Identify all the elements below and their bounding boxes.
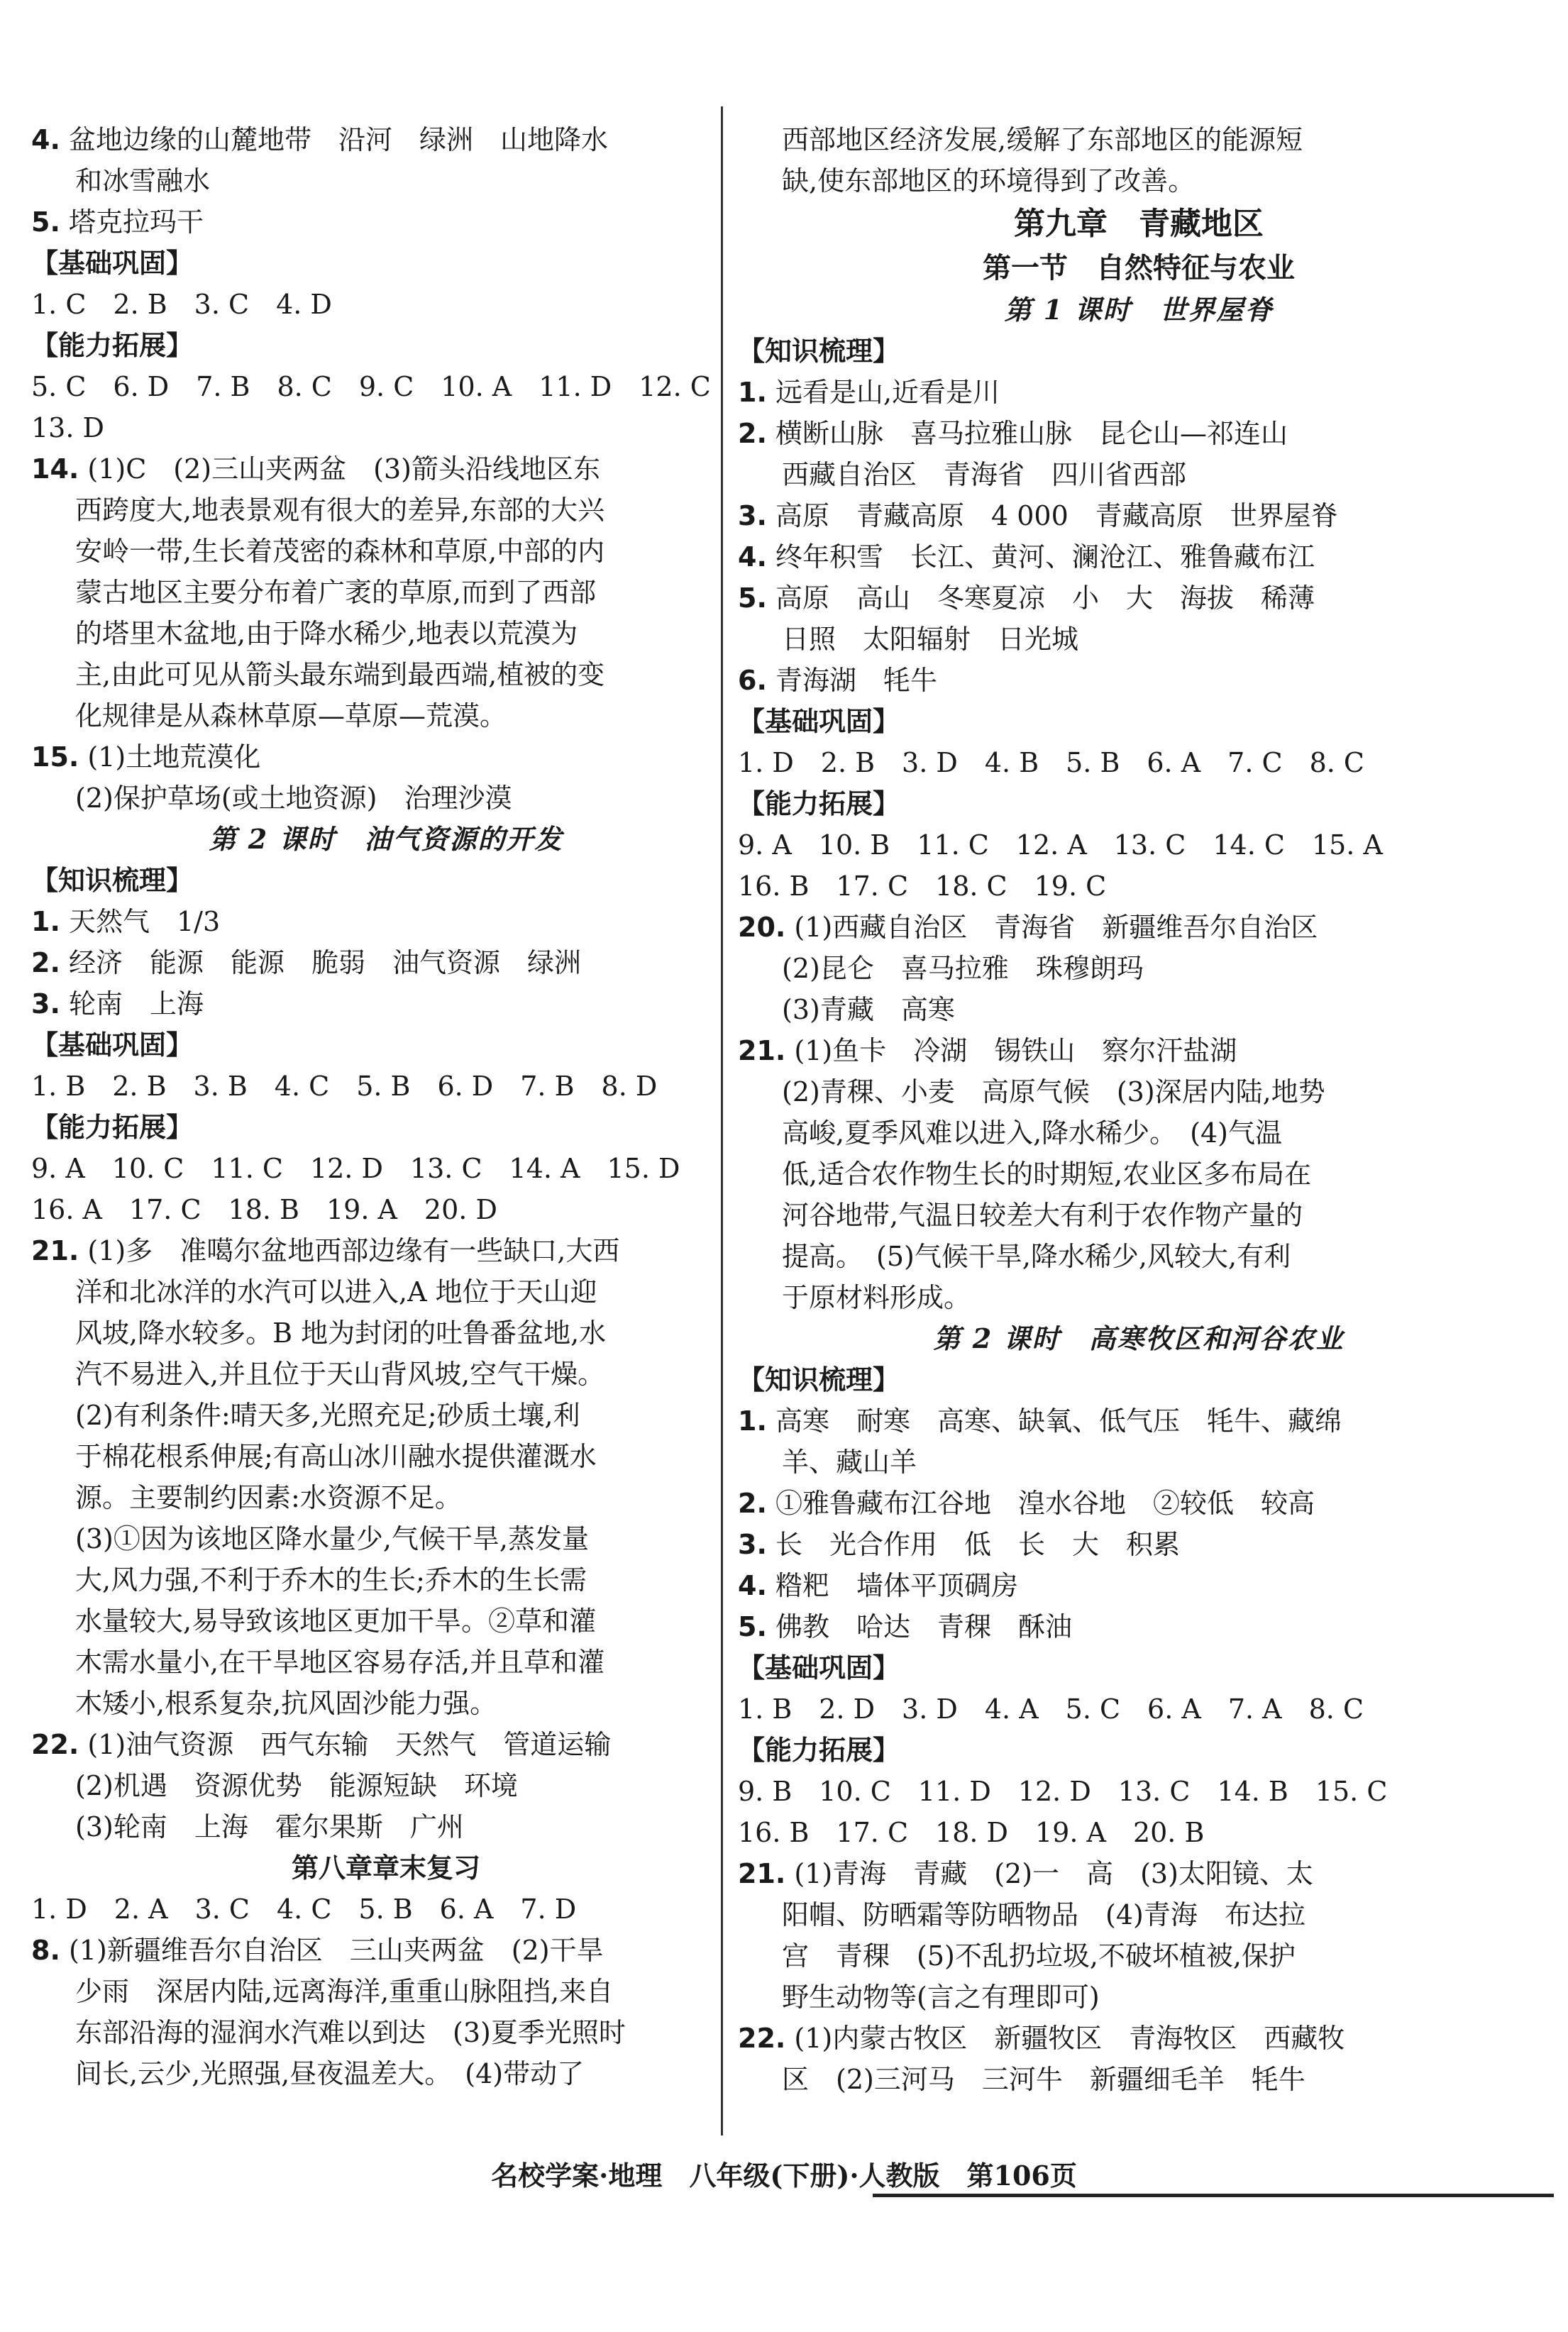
answer-line: [31, 1889, 741, 1930]
answer-text: 高寒 耐寒 高寒、缺氧、低气压 牦牛、藏绵: [766, 1405, 1342, 1437]
answer-line: [31, 572, 741, 613]
answer-text: (1)青海 青藏 (2)一 高 (3)太阳镜、太: [785, 1858, 1313, 1889]
answer-text: 轮南 上海: [60, 988, 204, 1019]
answer-text: (1)多 准噶尔盆地西部边缘有一些缺口,大西: [79, 1235, 620, 1266]
answer-text: (1)C (2)三山夹两盆 (3)箭头沿线地区东: [79, 453, 600, 485]
answer-line: [31, 1148, 741, 1189]
answer-text: (1)油气资源 西气东输 天然气 管道运输: [79, 1729, 612, 1760]
answer-line: [31, 1395, 741, 1436]
answer-text: 远看是山,近看是川: [766, 377, 1000, 408]
answer-line: [31, 201, 741, 243]
answer-line: [738, 578, 1540, 619]
answer-text: 高原 青藏高原 4 000 青藏高原 世界屋脊: [766, 500, 1338, 531]
answer-text: 1. D 2. A 3. C 4. C 5. B 6. A 7. D: [31, 1894, 577, 1925]
answer-text: 西部地区经济发展,缓解了东部地区的能源短: [782, 124, 1303, 155]
question-number: 22.: [738, 2023, 786, 2054]
answer-text: (1)新疆维吾尔自治区 三山夹两盆 (2)干旱: [60, 1935, 604, 1966]
answer-line: [31, 1724, 741, 1765]
section-label: 【基础巩固】: [738, 706, 900, 737]
answer-text: 蒙古地区主要分布着广袤的草原,而到了西部: [75, 577, 597, 608]
answer-text: 高原 高山 冬寒夏凉 小 大 海拔 稀薄: [766, 582, 1315, 614]
answer-line: [738, 1894, 1540, 1935]
answer-line: [738, 413, 1540, 454]
answer-text: (2)保护草场(或土地资源) 治理沙漠: [75, 783, 512, 814]
question-number: 5.: [31, 206, 60, 238]
answer-text: 9. A 10. C 11. C 12. D 13. C 14. A 15. D: [31, 1153, 680, 1184]
answer-line: [31, 1559, 741, 1601]
answer-line: [738, 1112, 1540, 1154]
answer-text: 提高。 (5)气候干旱,降水稀少,风较大,有利: [782, 1241, 1291, 1272]
answer-line: [31, 736, 741, 778]
answer-line: [738, 989, 1540, 1030]
question-number: 3.: [31, 988, 60, 1019]
answer-text: 阳帽、防晒霜等防晒物品 (4)青海 布达拉: [782, 1899, 1305, 1930]
answer-text: (1)鱼卡 冷湖 锡铁山 察尔汗盐湖: [785, 1035, 1237, 1066]
answer-line: [738, 660, 1540, 701]
answer-text: 宫 青稞 (5)不乱扔垃圾,不破坏植被,保护: [782, 1940, 1296, 1972]
answer-line: [31, 1601, 741, 1642]
answer-line: [738, 1195, 1540, 1236]
question-number: 3.: [738, 500, 767, 531]
question-number: 5.: [738, 1611, 767, 1642]
question-number: 6.: [738, 665, 767, 696]
answer-text: 大,风力强,不利于乔木的生长;乔木的生长需: [75, 1564, 587, 1596]
answer-line: [31, 1930, 741, 1971]
answer-line: [738, 536, 1540, 578]
question-number: 2.: [31, 947, 60, 978]
answer-line: [31, 1477, 741, 1518]
answer-text: 1. C 2. B 3. C 4. D: [31, 289, 332, 320]
answer-text: 16. B 17. C 18. C 19. C: [738, 871, 1107, 902]
answer-text: 高峻,夏季风难以进入,降水稀少。 (4)气温: [782, 1117, 1282, 1149]
answer-text: 1. B 2. B 3. B 4. C 5. B 6. D 7. B 8. D: [31, 1071, 658, 1102]
answer-text: (1)土地荒漠化: [79, 741, 261, 773]
question-number: 4.: [738, 1570, 767, 1601]
answer-text: (2)青稞、小麦 高原气候 (3)深居内陆,地势: [782, 1076, 1325, 1107]
section-label: 【基础巩固】: [738, 1652, 900, 1684]
answer-line: [31, 2012, 741, 2053]
answer-line: [738, 1812, 1540, 1853]
left-column: [31, 119, 741, 2094]
answer-line: [31, 654, 741, 695]
answer-text: 西藏自治区 青海省 四川省西部: [782, 459, 1187, 490]
question-number: 22.: [31, 1729, 79, 1760]
answer-text: 源。主要制约因素:水资源不足。: [75, 1482, 462, 1513]
answer-text: 和冰雪融水: [75, 165, 211, 197]
answer-text: 少雨 深居内陆,远离海洋,重重山脉阻挡,来自: [75, 1976, 614, 2007]
lesson-title: 第 2 课时 高寒牧区和河谷农业: [933, 1322, 1345, 1354]
answer-text: 9. B 10. C 11. D 12. D 13. C 14. B 15. C: [738, 1776, 1388, 1807]
lesson-title: 第 2 课时 油气资源的开发: [209, 823, 563, 855]
answer-line: [738, 1565, 1540, 1606]
section-label: 【能力拓展】: [31, 330, 194, 361]
answer-line: [738, 619, 1540, 660]
question-number: 1.: [738, 377, 767, 408]
answer-text: 区 (2)三河马 三河牛 新疆细毛羊 牦牛: [782, 2064, 1305, 2095]
answer-line: [31, 407, 741, 448]
question-number: 21.: [738, 1035, 786, 1066]
answer-line: [31, 901, 741, 942]
answer-line: [738, 2059, 1540, 2100]
answer-line: [738, 1935, 1540, 1977]
answer-text: 1. D 2. B 3. D 4. B 5. B 6. A 7. C 8. C: [738, 747, 1364, 778]
question-number: 1.: [738, 1405, 767, 1437]
answer-line: [31, 1066, 741, 1107]
answer-line: [31, 695, 741, 736]
question-number: 8.: [31, 1935, 60, 1966]
answer-line: [738, 1853, 1540, 1894]
answer-text: 5. C 6. D 7. B 8. C 9. C 10. A 11. D 12. C: [31, 371, 711, 402]
answer-text: 盆地边缘的山麓地带 沿河 绿洲 山地降水: [60, 124, 608, 155]
answer-line: [31, 1518, 741, 1559]
answer-text: 横断山脉 喜马拉雅山脉 昆仑山—祁连山: [766, 418, 1288, 449]
answer-line: [738, 1154, 1540, 1195]
answer-text: 日照 太阳辐射 日光城: [782, 624, 1079, 655]
answer-text: ①雅鲁藏布江谷地 湟水谷地 ②较低 较高: [766, 1488, 1315, 1519]
answer-line: [738, 1606, 1540, 1647]
question-number: 21.: [738, 1858, 786, 1889]
answer-text: 天然气 1/3: [60, 906, 221, 937]
question-number: 4.: [31, 124, 60, 155]
answer-line: [738, 866, 1540, 907]
answer-text: 木需水量小,在干旱地区容易存活,并且草和灌: [75, 1647, 605, 1678]
answer-text: 低,适合农作物生长的时期短,农业区多布局在: [782, 1159, 1312, 1190]
answer-line: [738, 1771, 1540, 1812]
answer-line: [31, 531, 741, 572]
answer-text: 佛教 哈达 青稞 酥油: [766, 1611, 1072, 1642]
section-label: 【知识梳理】: [31, 865, 194, 896]
answer-line: [31, 1189, 741, 1230]
answer-line: [31, 1354, 741, 1395]
answer-line: [738, 454, 1540, 495]
section-label: 【基础巩固】: [31, 1029, 194, 1061]
question-number: 3.: [738, 1529, 767, 1560]
answer-text: 风坡,降水较多。B 地为封闭的吐鲁番盆地,水: [75, 1317, 607, 1349]
answer-line: [31, 490, 741, 531]
answer-text: 西跨度大,地表景观有很大的差异,东部的大兴: [75, 494, 605, 526]
answer-text: 长 光合作用 低 长 大 积累: [766, 1529, 1180, 1560]
answer-text: 东部沿海的湿润水汽难以到达 (3)夏季光照时: [75, 2017, 626, 2048]
answer-text: 16. B 17. C 18. D 19. A 20. B: [738, 1817, 1205, 1848]
answer-text: 13. D: [31, 412, 104, 443]
answer-text: 安岭一带,生长着茂密的森林和草原,中部的内: [75, 536, 605, 567]
section-label: 【知识梳理】: [738, 1364, 900, 1396]
answer-text: 糌粑 墙体平顶碉房: [766, 1570, 1018, 1601]
answer-line: [31, 1806, 741, 1847]
answer-text: (2)有利条件:晴天多,光照充足;砂质土壤,利: [75, 1400, 580, 1431]
question-number: 2.: [738, 1488, 767, 1519]
answer-line: [31, 1642, 741, 1683]
question-number: 2.: [738, 418, 767, 449]
answer-line: [31, 942, 741, 983]
question-number: 1.: [31, 906, 60, 937]
answer-text: 主,由此可见从箭头最东端到最西端,植被的变: [75, 659, 605, 690]
question-number: 5.: [738, 582, 767, 614]
answer-line: [738, 907, 1540, 948]
answer-text: (1)西藏自治区 青海省 新疆维吾尔自治区: [785, 912, 1318, 943]
answer-text: 汽不易进入,并且位于天山背风坡,空气干燥。: [75, 1359, 605, 1390]
answer-text: (3)①因为该地区降水量少,气候干旱,蒸发量: [75, 1523, 589, 1554]
answer-text: 终年积雪 长江、黄河、澜沧江、雅鲁藏布江: [766, 541, 1315, 573]
answer-line: [738, 824, 1540, 866]
answer-text: 16. A 17. C 18. B 19. A 20. D: [31, 1194, 497, 1225]
answer-line: [31, 160, 741, 201]
answer-text: 于棉花根系伸展;有高山冰川融水提供灌溉水: [75, 1441, 597, 1472]
page-footer: 名校学案·地理 八年级(下册)·人教版 第106页: [491, 2160, 1077, 2192]
question-number: 14.: [31, 453, 79, 485]
answer-line: [738, 372, 1540, 413]
answer-line: [738, 742, 1540, 783]
answer-line: [738, 1689, 1540, 1730]
answer-line: [738, 948, 1540, 989]
lesson-title: 第 1 课时 世界屋脊: [1004, 294, 1274, 326]
answer-text: 青海湖 牦牛: [766, 665, 937, 696]
answer-text: 木矮小,根系复杂,抗风固沙能力强。: [75, 1688, 497, 1719]
answer-text: (3)轮南 上海 霍尔果斯 广州: [75, 1811, 464, 1842]
answer-line: [31, 119, 741, 160]
answer-text: 的塔里木盆地,由于降水稀少,地表以荒漠为: [75, 618, 578, 649]
answer-line: [31, 1683, 741, 1724]
answer-line: [738, 1071, 1540, 1112]
answer-text: 羊、藏山羊: [782, 1447, 917, 1478]
answer-text: (3)青藏 高寒: [782, 994, 955, 1025]
answer-text: 1. B 2. D 3. D 4. A 5. C 6. A 7. A 8. C: [738, 1693, 1364, 1725]
answer-line: [31, 613, 741, 654]
answer-line: [738, 1030, 1540, 1071]
answer-text: 野生动物等(言之有理即可): [782, 1982, 1100, 2013]
question-number: 4.: [738, 541, 767, 573]
section-title: 第一节 自然特征与农业: [983, 252, 1295, 284]
answer-line: [738, 1483, 1540, 1524]
answer-line: [31, 284, 741, 325]
answer-line: [31, 1313, 741, 1354]
answer-text: 经济 能源 能源 脆弱 油气资源 绿洲: [60, 947, 581, 978]
answer-text: 间长,云少,光照强,昼夜温差大。 (4)带动了: [75, 2058, 585, 2089]
answer-line: [738, 160, 1540, 201]
answer-text: 缺,使东部地区的环境得到了改善。: [782, 165, 1196, 197]
answer-text: 洋和北冰洋的水汽可以进入,A 地位于天山迎: [75, 1276, 597, 1308]
answer-line: [738, 1236, 1540, 1277]
review-title: 第八章章末复习: [291, 1852, 480, 1884]
answer-line: [31, 1971, 741, 2012]
chapter-title: 第九章 青藏地区: [1014, 206, 1264, 242]
answer-line: [738, 119, 1540, 160]
answer-text: (1)内蒙古牧区 新疆牧区 青海牧区 西藏牧: [785, 2023, 1345, 2054]
answer-line: [31, 448, 741, 490]
answer-line: [738, 1400, 1540, 1442]
question-number: 15.: [31, 741, 79, 773]
answer-line: [31, 1436, 741, 1477]
answer-line: [31, 1765, 741, 1806]
answer-line: [31, 1230, 741, 1271]
answer-text: (2)机遇 资源优势 能源短缺 环境: [75, 1770, 518, 1801]
section-label: 【能力拓展】: [31, 1112, 194, 1143]
answer-text: 化规律是从森林草原—草原—荒漠。: [75, 700, 507, 731]
footer-rule: [873, 2194, 1554, 2197]
answer-text: 9. A 10. B 11. C 12. A 13. C 14. C 15. A: [738, 829, 1383, 861]
answer-line: [738, 1977, 1540, 2018]
question-number: 21.: [31, 1235, 79, 1266]
answer-text: 河谷地带,气温日较差大有利于农作物产量的: [782, 1200, 1303, 1231]
answer-line: [738, 1442, 1540, 1483]
answer-line: [738, 1277, 1540, 1318]
right-column: [738, 119, 1540, 2100]
answer-line: [31, 983, 741, 1024]
section-label: 【知识梳理】: [738, 336, 900, 367]
section-label: 【能力拓展】: [738, 788, 900, 819]
answer-text: (2)昆仑 喜马拉雅 珠穆朗玛: [782, 953, 1144, 984]
answer-line: [738, 495, 1540, 536]
answer-line: [738, 1524, 1540, 1565]
answer-line: [31, 366, 741, 407]
answer-text: 水量较大,易导致该地区更加干旱。②草和灌: [75, 1606, 597, 1637]
answer-line: [31, 1271, 741, 1313]
section-label: 【能力拓展】: [738, 1735, 900, 1766]
question-number: 20.: [738, 912, 786, 943]
section-label: 【基础巩固】: [31, 248, 194, 279]
answer-line: [31, 2053, 741, 2094]
answer-line: [31, 778, 741, 819]
answer-line: [738, 2018, 1540, 2059]
answer-text: 塔克拉玛干: [60, 206, 204, 238]
answer-text: 于原材料形成。: [782, 1282, 971, 1313]
